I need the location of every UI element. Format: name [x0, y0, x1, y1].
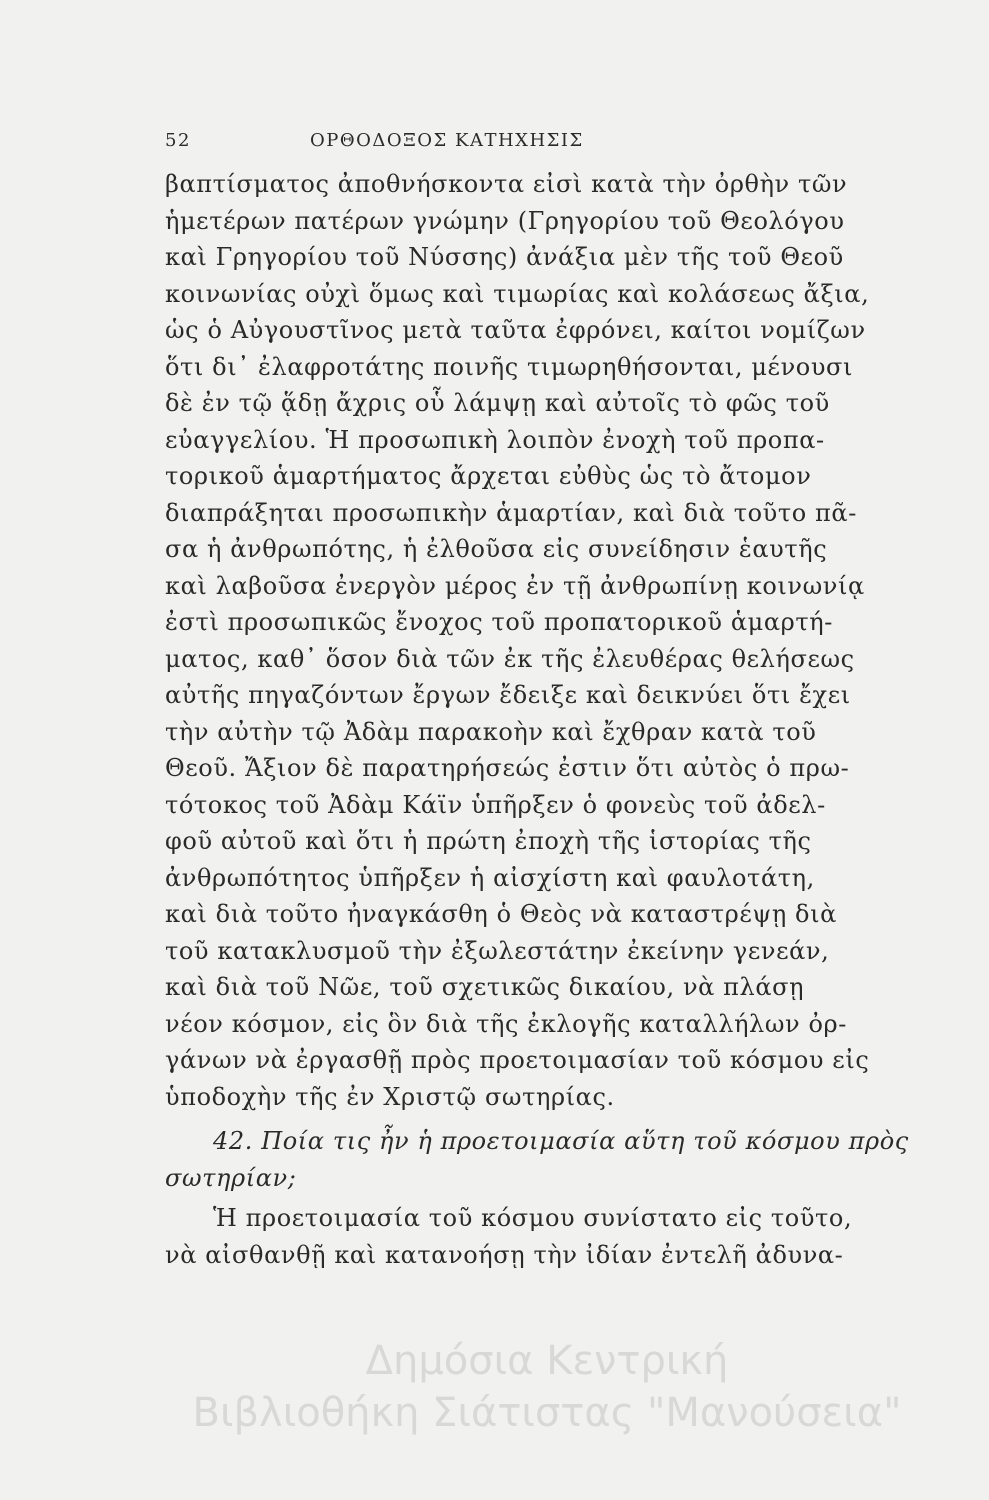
- text-line: εὐαγγελίου. Ἡ προσωπικὴ λοιπὸν ἐνοχὴ τοῦ προπα-: [165, 425, 825, 454]
- text-line: ὡς ὁ Αὐγουστῖνος μετὰ ταῦτα ἐφρόνει, καίτοι νομίζων: [165, 316, 866, 344]
- text-line: καὶ διὰ τοῦ Νῶε, τοῦ σχετικῶς δικαίου, νὰ πλάσῃ: [165, 973, 805, 1001]
- running-title: ΟΡΘΟΔΟΞΟΣ ΚΑΤΗΧΗΣΙΣ: [310, 130, 584, 151]
- text-line: ὅτι δι᾽ ἐλαφροτάτης ποινῆς τιμωρηθήσονται, μένουσι: [165, 352, 853, 381]
- question-line: 42. Ποία τις ἦν ἡ προετοιμασία αὕτη τοῦ κόσμου πρὸς: [213, 1127, 909, 1155]
- text-line: τοῦ κατακλυσμοῦ τὴν ἐξωλεστάτην ἐκείνην γενεάν,: [165, 936, 830, 965]
- answer-line: Ἡ προετοιμασία τοῦ κόσμου συνίστατο εἰς τοῦτο,: [213, 1204, 853, 1232]
- text-line: φοῦ αὐτοῦ καὶ ὅτι ἡ πρώτη ἐποχὴ τῆς ἱστορίας τῆς: [165, 827, 812, 855]
- text-line: τὴν αὐτὴν τῷ Ἀδὰμ παρακοὴν καὶ ἔχθραν κατὰ τοῦ: [165, 717, 817, 746]
- text-line: ἡμετέρων πατέρων γνώμην (Γρηγορίου τοῦ Θεολόγου: [165, 206, 845, 235]
- text-line: Θεοῦ. Ἄξιον δὲ παρατηρήσεώς ἐστιν ὅτι αὐτὸς ὁ πρω-: [165, 754, 850, 782]
- page-number: 52: [165, 130, 191, 151]
- text-line: διαπράξηται προσωπικὴν ἁμαρτίαν, καὶ διὰ τοῦτο πᾶ-: [165, 498, 857, 527]
- text-line: καὶ Γρηγορίου τοῦ Νύσσης) ἀνάξια μὲν τῆς τοῦ Θεοῦ: [165, 243, 844, 271]
- running-header: [165, 122, 845, 158]
- question-line: σωτηρίαν;: [165, 1163, 297, 1192]
- page-body: [165, 166, 909, 1273]
- text-line: δὲ ἐν τῷ ᾅδῃ ἄχρις οὗ λάμψῃ καὶ αὐτοῖς τὸ φῶς τοῦ: [165, 389, 830, 417]
- text-line: ἐστὶ προσωπικῶς ἔνοχος τοῦ προπατορικοῦ ἁμαρτή-: [165, 608, 833, 636]
- text-line: βαπτίσματος ἀποθνήσκοντα εἰσὶ κατὰ τὴν ὀρθὴν τῶν: [165, 170, 848, 198]
- watermark-line-2: Βιβλιοθήκη Σιάτιστας "Μανούσεια": [192, 1390, 902, 1436]
- text-line: νέον κόσμον, εἰς ὃν διὰ τῆς ἐκλογῆς καταλλήλων ὀρ-: [165, 1009, 847, 1038]
- text-line: καὶ λαβοῦσα ἐνεργὸν μέρος ἐν τῇ ἀνθρωπίνῃ κοινωνίᾳ: [165, 571, 865, 600]
- text-line: ματος, καθ᾽ ὅσον διὰ τῶν ἐκ τῆς ἐλευθέρας θελήσεως: [165, 644, 855, 673]
- text-line: τορικοῦ ἁμαρτήματος ἄρχεται εὐθὺς ὡς τὸ ἄτομον: [165, 462, 812, 490]
- catechism-answer: [165, 1200, 853, 1273]
- main-paragraph: [165, 166, 870, 1115]
- answer-line: νὰ αἰσθανθῇ καὶ κατανοήσῃ τὴν ἰδίαν ἐντελῆ ἀδυνα-: [165, 1240, 844, 1269]
- text-line: κοινωνίας οὐχὶ ὅμως καὶ τιμωρίας καὶ κολάσεως ἄξια,: [165, 279, 870, 308]
- text-line: ἀνθρωπότητος ὑπῆρξεν ἡ αἰσχίστη καὶ φαυλοτάτη,: [165, 863, 815, 892]
- text-line: καὶ διὰ τοῦτο ἠναγκάσθη ὁ Θεὸς νὰ καταστρέψῃ διὰ: [165, 900, 837, 928]
- text-line: τότοκος τοῦ Ἀδὰμ Κάϊν ὑπῆρξεν ὁ φονεὺς τοῦ ἀδελ-: [165, 790, 826, 819]
- watermark-line-1: Δημόσια Κεντρική: [365, 1338, 729, 1384]
- library-watermark: [157, 1335, 937, 1439]
- text-line: ὑποδοχὴν τῆς ἐν Χριστῷ σωτηρίας.: [165, 1082, 615, 1111]
- catechism-question: [165, 1123, 909, 1196]
- text-line: αὐτῆς πηγαζόντων ἔργων ἔδειξε καὶ δεικνύει ὅτι ἔχει: [165, 681, 851, 709]
- text-line: γάνων νὰ ἐργασθῇ πρὸς προετοιμασίαν τοῦ κόσμου εἰς: [165, 1046, 870, 1074]
- text-line: σα ἡ ἀνθρωπότης, ἡ ἐλθοῦσα εἰς συνείδησιν ἑαυτῆς: [165, 535, 828, 563]
